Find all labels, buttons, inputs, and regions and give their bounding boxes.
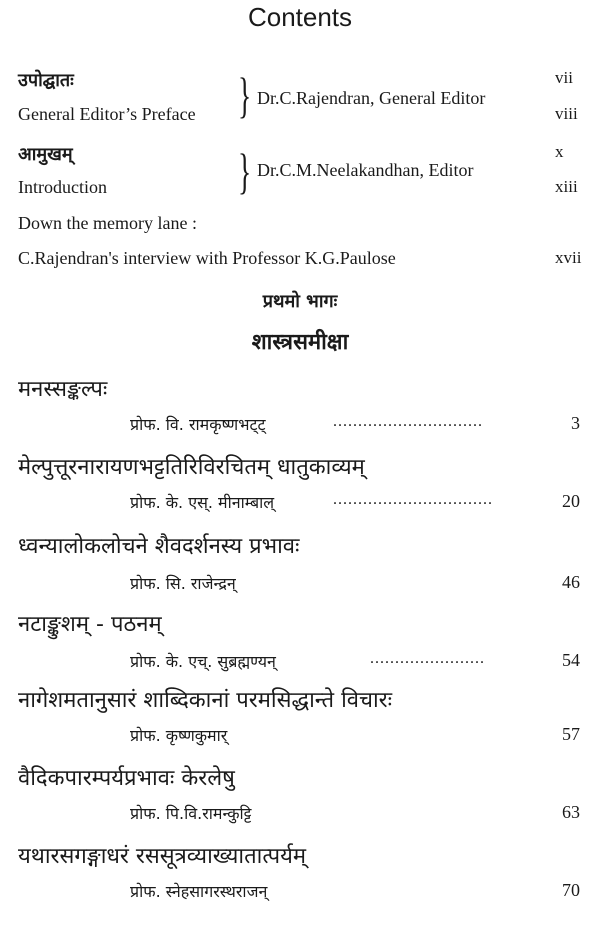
- part-name: शास्त्रसमीक्षा: [251, 330, 349, 355]
- entry-page: 54: [562, 650, 580, 670]
- interview-line: C.Rajendran's interview with Professor K.G.Paulose: [18, 248, 396, 268]
- entry-title: नटाङ्कुशम् - पठनम्: [18, 612, 162, 637]
- front-matter-subtitle: General Editor’s Preface: [18, 104, 196, 124]
- leader-dots: ................................: [333, 491, 493, 508]
- entry-author: प्रोफ. के. एच्. सुब्रह्मण्यन्: [130, 652, 276, 671]
- entry-title: मेल्पुत्तूरनारायणभट्टतिरिविरचितम् धातुकाव्यम्: [18, 455, 365, 480]
- entry-title: वैदिकपारम्पर्यप्रभावः केरलेषु: [18, 766, 235, 791]
- entry-title: नागेशमतानुसारं शाब्दिकानां परमसिद्धान्ते विचारः: [18, 688, 393, 713]
- front-matter-page: xiii: [555, 177, 578, 196]
- entry-title: ध्वन्यालोकलोचने शैवदर्शनस्य प्रभावः: [18, 534, 300, 559]
- entry-page: 46: [562, 572, 580, 592]
- entry-author: प्रोफ. कृष्णकुमार्: [130, 726, 228, 745]
- front-matter-page: vii: [555, 68, 573, 87]
- brace-icon: }: [238, 67, 252, 123]
- entry-author: प्रोफ. सि. राजेन्द्रन्: [130, 574, 236, 593]
- front-matter-page: x: [555, 142, 564, 161]
- page-title: Contents: [247, 2, 353, 32]
- entry-title: यथारसगङ्गाधरं रससूत्रव्याख्यातात्पर्यम्: [18, 844, 307, 869]
- interview-heading: Down the memory lane :: [18, 213, 197, 233]
- entry-title: मनस्सङ्कल्पः: [18, 377, 108, 402]
- front-matter-title-sanskrit: उपोद्घातः: [18, 70, 74, 91]
- entry-author: प्रोफ. के. एस्. मीनाम्बाल्: [130, 493, 275, 512]
- front-matter-page: viii: [555, 104, 578, 123]
- leader-dots: .......................: [370, 650, 485, 667]
- entry-author: प्रोफ. पि.वि.रामन्कुट्टि: [130, 804, 252, 823]
- leader-dots: ..............................: [333, 413, 483, 430]
- interview-page: xvii: [555, 248, 582, 267]
- entry-author: प्रोफ. स्नेहसागरस्थराजन्: [130, 882, 268, 901]
- entry-page: 3: [571, 413, 580, 433]
- entry-page: 63: [562, 802, 580, 822]
- entry-author: प्रोफ. वि. रामकृष्णभट्ट्: [130, 415, 266, 434]
- front-matter-credit: Dr.C.Rajendran, General Editor: [257, 88, 486, 108]
- front-matter-credit: Dr.C.M.Neelakandhan, Editor: [257, 160, 474, 180]
- front-matter-title-sanskrit: आमुखम्: [18, 144, 73, 165]
- part-label: प्रथमो भागः: [262, 291, 338, 312]
- entry-page: 57: [562, 724, 580, 744]
- brace-icon: }: [238, 143, 252, 199]
- entry-page: 20: [562, 491, 580, 511]
- front-matter-subtitle: Introduction: [18, 177, 107, 197]
- entry-page: 70: [562, 880, 580, 900]
